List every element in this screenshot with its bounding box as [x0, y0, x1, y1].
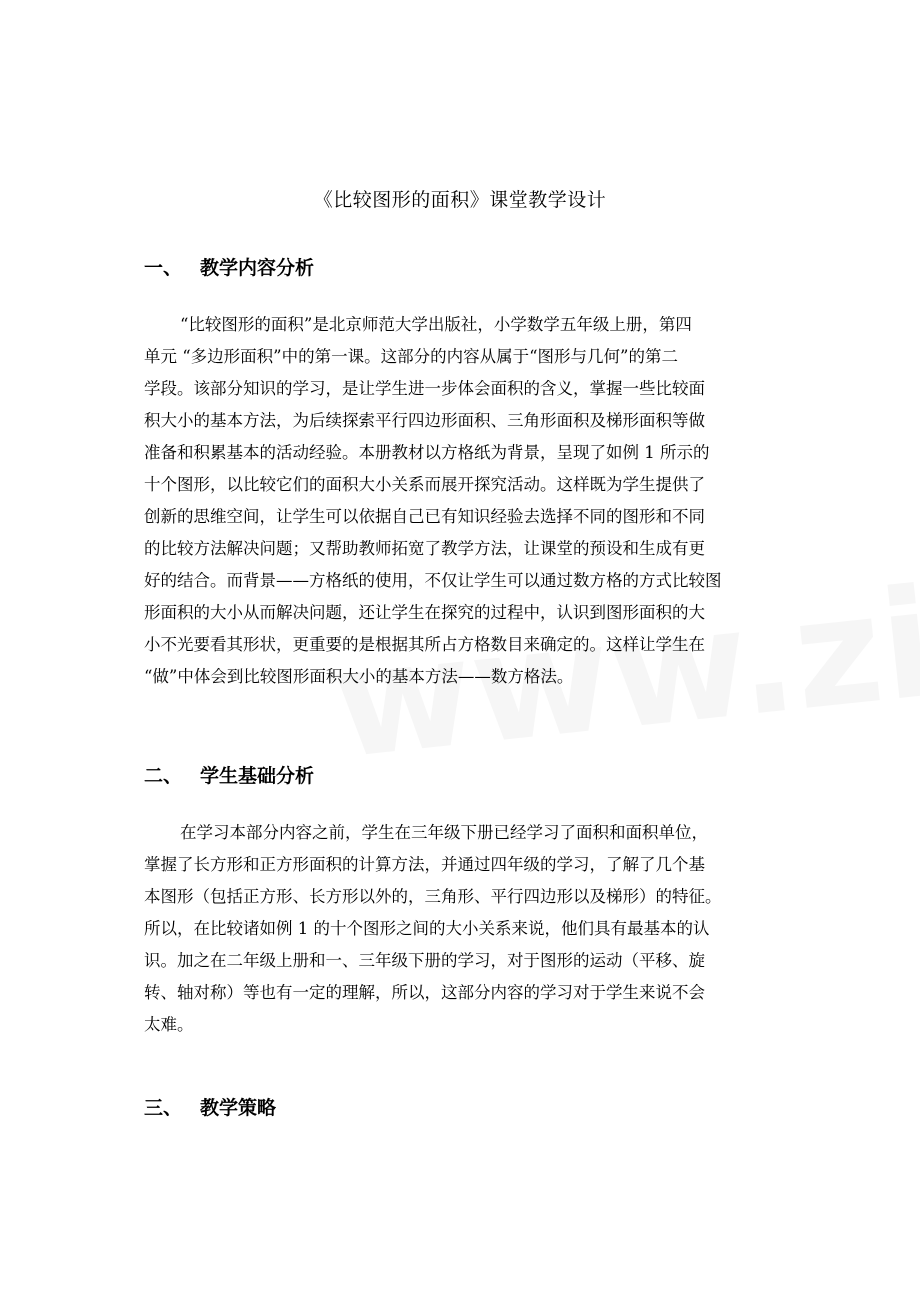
section-number: 一、: [144, 257, 183, 279]
paragraph-line: 准备和积累基本的活动经验。本册教材以方格纸为背景，呈现了如例 1 所示的: [144, 443, 710, 462]
section-title: 教学内容分析: [200, 257, 315, 279]
paragraph-line: 掌握了长方形和正方形面积的计算方法，并通过四年级的学习，了解了几个基: [144, 855, 705, 874]
paragraph-line: “做”中体会到比较图形面积大小的基本方法——数方格法。: [144, 667, 574, 686]
section-number: 二、: [144, 765, 183, 787]
paragraph-line: 的比较方法解决问题；又帮助教师拓宽了教学方法，让课堂的预设和生成有更: [144, 539, 705, 558]
section-number: 三、: [144, 1097, 183, 1119]
paragraph-line: 转、轴对称）等也有一定的理解，所以，这部分内容的学习对于学生来说不会: [144, 983, 705, 1002]
paragraph-line: 创新的思维空间，让学生可以依据自己已有知识经验去选择不同的图形和不同: [144, 507, 705, 526]
section-title: 学生基础分析: [200, 765, 315, 787]
paragraph-line: 所以，在比较诸如例 1 的十个图形之间的大小关系来说，他们具有最基本的认: [144, 919, 710, 938]
paragraph-line: 小不光要看其形状，更重要的是根据其所占方格数目来确定的。这样让学生在: [144, 635, 705, 654]
paragraph-line: 识。加之在二年级上册和一、三年级下册的学习，对于图形的运动（平移、旋: [144, 951, 705, 970]
paragraph-line: 好的结合。而背景——方格纸的使用，不仅让学生可以通过数方格的方式比较图: [144, 571, 722, 590]
paragraph-line: 学段。该部分知识的学习，是让学生进一步体会面积的含义，掌握一些比较面: [144, 379, 705, 398]
document-title: 《比较图形的面积》课堂教学设计: [313, 189, 607, 211]
section-heading-1: [144, 254, 314, 282]
section-paragraph-2: [144, 817, 784, 1041]
paragraph-line: “比较图形的面积”是北京师范大学出版社，小学数学五年级上册，第四: [180, 315, 692, 334]
paragraph-line: 单元 “多边形面积”中的第一课。这部分的内容从属于“图形与几何”的第二: [144, 347, 678, 366]
paragraph-line: 太难。: [144, 1015, 194, 1034]
section-heading-2: [144, 762, 314, 790]
paragraph-line: 本图形（包括正方形、长方形以外的，三角形、平行四边形以及梯形）的特征。: [144, 887, 722, 906]
paragraph-line: 形面积的大小从而解决问题，还让学生在探究的过程中，认识到图形面积的大: [144, 603, 705, 622]
paragraph-line: 积大小的基本方法，为后续探索平行四边形面积、三角形面积及梯形面积等做: [144, 411, 705, 430]
section-heading-3: [144, 1094, 276, 1122]
section-paragraph-1: [144, 309, 784, 693]
paragraph-line: 十个图形，以比较它们的面积大小关系而展开探究活动。这样既为学生提供了: [144, 475, 705, 494]
section-title: 教学策略: [200, 1097, 277, 1119]
paragraph-line: 在学习本部分内容之前，学生在三年级下册已经学习了面积和面积单位，: [180, 823, 708, 842]
